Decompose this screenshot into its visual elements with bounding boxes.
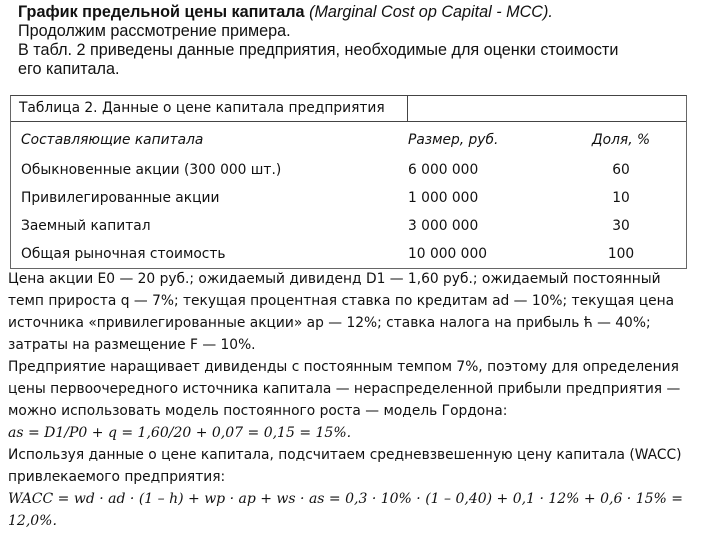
row-label: Заемный капитал [21, 218, 151, 234]
row-share: 60 [612, 162, 630, 178]
title-line-1 [18, 3, 708, 22]
table-row [11, 240, 686, 268]
row-amount: 6 000 000 [408, 162, 479, 178]
row-share: 100 [607, 246, 635, 262]
title-line-4: его капитала. [18, 60, 120, 78]
title-bold: График предельной цены капитала [18, 3, 305, 21]
title-line-3: В табл. 2 приведены данные предприятия, необходимые для оценки стоимости [18, 41, 619, 59]
capital-table [10, 95, 687, 269]
table-row [11, 156, 686, 184]
formula-retained-earnings: as = D1/P0 + q = 1,60/20 + 0,07 = 0,15 = 15%. [8, 425, 352, 441]
caption-divider [407, 121, 686, 122]
text-line: затраты на размещение F — 10%. [8, 337, 256, 353]
title-italic: (Marginal Cost op Capital - МСС). [309, 3, 553, 21]
header-share: Доля, % [591, 132, 651, 148]
formula-wacc: WACC = wd · ad · (1 – h) + wp · ap + ws · as = 0,3 · 10% · (1 – 0,40) + 0,1 · 12% + 0,6 · 15% = 12,0%. [8, 491, 684, 529]
row-share: 10 [612, 190, 630, 206]
slide-title [18, 3, 708, 79]
table-row [11, 212, 686, 240]
title-line-2: Продолжим рассмотрение примера. [18, 22, 291, 40]
text-line: можно использовать модель постоянного роста — модель Гордона: [8, 403, 508, 419]
table-row [11, 184, 686, 212]
text-line: Используя данные о цене капитала, подсчитаем средневзвешенную цену капитала (WACC) [8, 447, 682, 463]
header-amount: Размер, руб. [408, 132, 499, 148]
header-components: Составляющие капитала [21, 132, 204, 148]
paragraph-gordon [8, 356, 713, 422]
row-label: Обыкновенные акции (300 000 шт.) [21, 162, 282, 178]
row-label: Привилегированные акции [21, 190, 220, 206]
text-line: привлекаемого предприятия: [8, 469, 226, 485]
paragraph-inputs [8, 268, 713, 356]
row-label: Общая рыночная стоимость [21, 246, 226, 262]
table-header-row [11, 126, 686, 154]
row-share: 30 [612, 218, 630, 234]
table-caption: Таблица 2. Данные о цене капитала предприятия [11, 96, 408, 122]
row-amount: 10 000 000 [408, 246, 487, 262]
text-line: Предприятие наращивает дивиденды с постоянным темпом 7%, поэтому для определения [8, 359, 679, 375]
text-line: цены первоочередного источника капитала — нераспределенной прибыли предприятия — [8, 381, 681, 397]
text-line: Цена акции E0 — 20 руб.; ожидаемый дивиденд D1 — 1,60 руб.; ожидаемый постоянный [8, 271, 661, 287]
row-amount: 1 000 000 [408, 190, 479, 206]
text-line: темп прироста q — 7%; текущая процентная ставка по кредитам ad — 10%; текущая цена [8, 293, 675, 309]
explanation-text [8, 268, 713, 532]
text-line: источника «привилегированные акции» ap — 12%; ставка налога на прибыль ћ — 40%; [8, 315, 651, 331]
paragraph-wacc [8, 444, 713, 488]
row-amount: 3 000 000 [408, 218, 479, 234]
